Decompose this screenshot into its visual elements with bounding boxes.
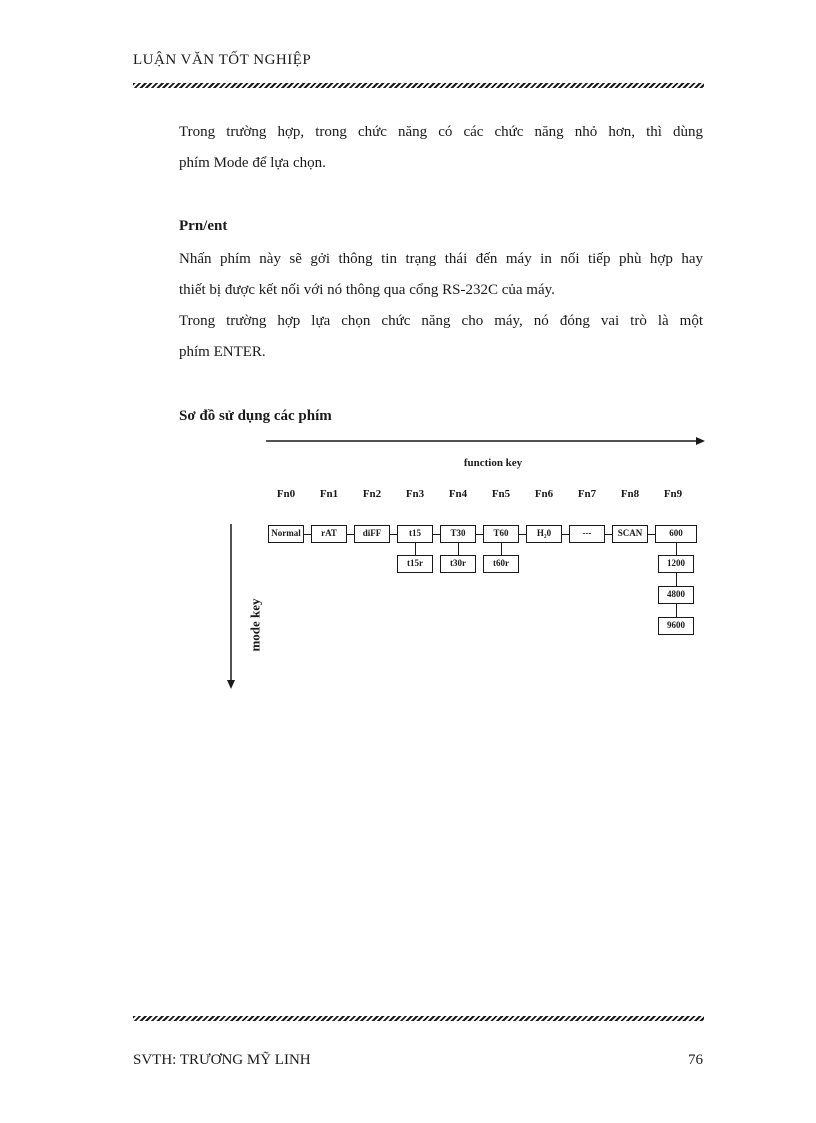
connector-line (648, 534, 655, 535)
key-box-600: 600 (655, 525, 697, 543)
text-line: Trong trường hợp, trong chức năng có các chức năng nhỏ hơn, thì dùng (179, 124, 703, 140)
text-line: Nhấn phím này sẽ gởi thông tin trạng thái đến máy in nối tiếp phù hợp hay (179, 251, 703, 267)
connector-line (433, 534, 440, 535)
text-line: thiết bị được kết nối với nó thông qua cổng RS-232C của máy. (179, 282, 555, 298)
key-box-4800: 4800 (658, 586, 694, 604)
fn-label: Fn7 (577, 488, 597, 500)
function-key-arrow (264, 435, 708, 447)
page-number: 76 (688, 1052, 703, 1068)
text-line: phím ENTER. (179, 344, 266, 360)
fn-label: Fn9 (663, 488, 683, 500)
section-heading-key-diagram: Sơ đồ sử dụng các phím (179, 408, 332, 424)
mode-key-label: mode key (248, 598, 263, 652)
footer-author: SVTH: TRƯƠNG MỸ LINH (133, 1052, 311, 1068)
key-box-normal: Normal (268, 525, 304, 543)
connector-line (676, 604, 677, 617)
fn-label: Fn0 (276, 488, 296, 500)
fn-label: Fn5 (491, 488, 511, 500)
key-box-t60r: t60r (483, 555, 519, 573)
header-title: LUẬN VĂN TỐT NGHIỆP (133, 52, 312, 68)
key-box-t15r: t15r (397, 555, 433, 573)
text-line: Trong trường hợp lựa chọn chức năng cho máy, nó đóng vai trò là một (179, 313, 703, 329)
fn-label: Fn8 (620, 488, 640, 500)
connector-line (304, 534, 311, 535)
footer-divider (133, 1016, 704, 1021)
connector-line (562, 534, 569, 535)
connector-line (347, 534, 354, 535)
key-box-1200: 1200 (658, 555, 694, 573)
connector-line (676, 573, 677, 586)
section-heading-prn-ent: Prn/ent (179, 218, 228, 234)
key-box-t15: t15 (397, 525, 433, 543)
key-box-ellipsis: --- (569, 525, 605, 543)
fn-label: Fn6 (534, 488, 554, 500)
fn-label: Fn1 (319, 488, 339, 500)
key-box-rat: rAT (311, 525, 347, 543)
connector-line (501, 543, 502, 555)
key-box-t60: T60 (483, 525, 519, 543)
key-box-t30r: t30r (440, 555, 476, 573)
key-box-scan: SCAN (612, 525, 648, 543)
connector-line (458, 543, 459, 555)
connector-line (676, 543, 677, 555)
key-box-t30: T30 (440, 525, 476, 543)
fn-label: Fn2 (362, 488, 382, 500)
key-box-9600: 9600 (658, 617, 694, 635)
fn-label: Fn3 (405, 488, 425, 500)
key-box-diff: diFF (354, 525, 390, 543)
text-line: phím Mode để lựa chọn. (179, 155, 326, 171)
key-box-h2o: H₂0 (526, 525, 562, 543)
connector-line (476, 534, 483, 535)
connector-line (390, 534, 397, 535)
function-key-label: function key (463, 457, 523, 469)
connector-line (415, 543, 416, 555)
connector-line (605, 534, 612, 535)
connector-line (519, 534, 526, 535)
fn-label: Fn4 (448, 488, 468, 500)
